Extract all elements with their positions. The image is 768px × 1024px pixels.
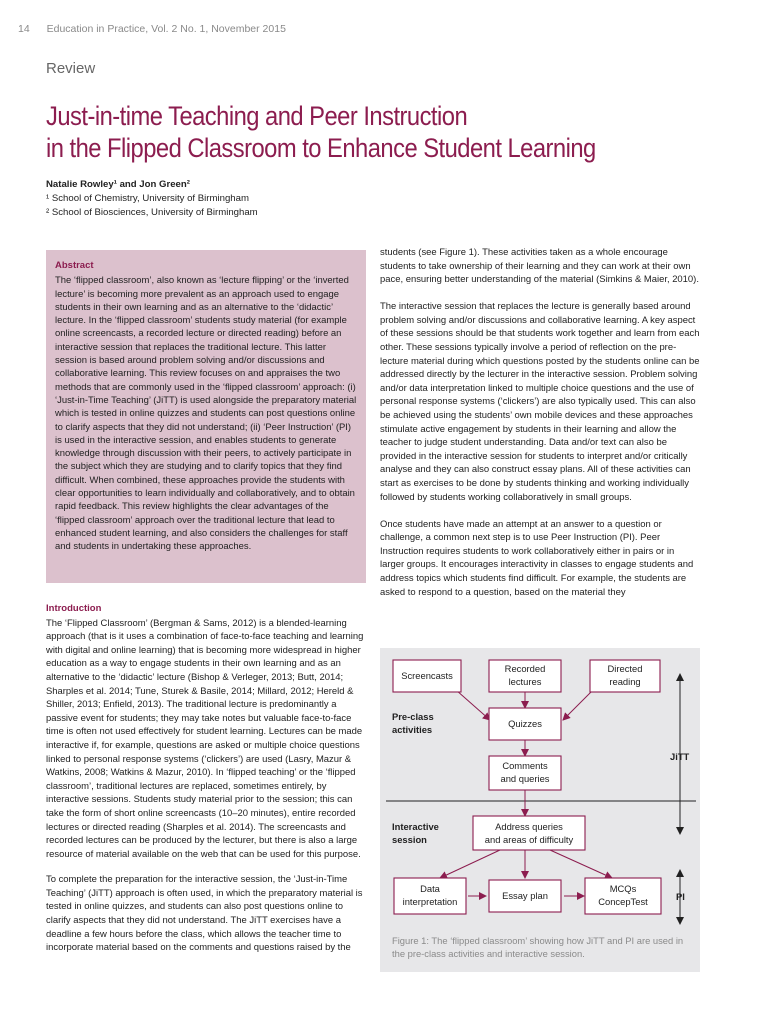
node-directed-1: Directed	[607, 663, 643, 674]
node-data-2: interpretation	[402, 896, 458, 907]
article-title	[46, 100, 609, 164]
figure-1	[380, 648, 700, 972]
arrow-directed-quizzes	[563, 690, 593, 720]
right-column	[380, 246, 700, 613]
introduction-section	[46, 602, 366, 967]
introduction-heading: Introduction	[46, 603, 102, 614]
flipped-classroom-diagram	[380, 648, 700, 972]
node-mcq-1: MCQs	[609, 883, 637, 894]
author-block	[46, 178, 258, 220]
diagram-boxes	[393, 660, 661, 914]
title-line-1: Just-in-time Teaching and Peer Instruction	[46, 101, 468, 131]
arrow-address-data	[440, 850, 500, 878]
label-interactive-2: session	[392, 834, 427, 845]
node-address-1: Address queries	[495, 821, 563, 832]
node-comments-1: Comments	[502, 760, 548, 771]
abstract-box	[46, 250, 366, 583]
figure-caption: Figure 1: The ‘flipped classroom’ showing how JiTT and PI are used in the pre-class activities and interactive session.	[392, 935, 684, 959]
node-mcq-2: ConcepTest	[598, 896, 648, 907]
section-label: Review	[46, 60, 96, 77]
page-number: 14	[18, 23, 30, 35]
arrow-screencasts-quizzes	[456, 690, 490, 720]
label-preclass-1: Pre-class	[392, 711, 434, 722]
node-data-1: Data	[420, 883, 440, 894]
label-interactive-1: Interactive	[392, 821, 439, 832]
label-jitt: JiTT	[670, 751, 690, 762]
node-recorded-2: lectures	[508, 676, 542, 687]
node-essay: Essay plan	[502, 890, 548, 901]
title-line-2: in the Flipped Classroom to Enhance Student Learning	[46, 133, 596, 163]
body-paragraph-1: students (see Figure 1). These activities taken as a whole encourage students to take ownership of their learning and they can work at their own pace, ensuring better understanding of the material (Simkins & Maier, 2010).	[380, 247, 699, 286]
node-comments-2: and queries	[500, 773, 550, 784]
abstract-heading: Abstract	[55, 260, 94, 271]
node-screencasts: Screencasts	[401, 670, 453, 681]
arrow-address-mcq	[550, 850, 612, 878]
body-paragraph-3: Once students have made an attempt at an answer to a question or challenge, a common next step is to use Peer Instruction (PI). Peer Instruction requires students to work collaboratively either in pairs or in larger groups. It encourages interactivity in classes to engage students and address topics which students find difficult. For example, the students are asked to respond to a question, based on the material they	[380, 518, 694, 598]
introduction-paragraph-1: The ‘Flipped Classroom’ (Bergman & Sams, 2012) is a blended-learning approach (that is it uses a combination of face-to-face teaching and learning with digital and online learning) that is becoming more widespread in higher education as a way to engage students in their own learning and as an alternative to the ‘didactic’ lecture (Bishop & Verleger, 2013; Butt, 2014; Sharples et al. 2014; Tune, Sturek & Basile, 2014; Millard, 2012; Hereld & Shiller, 2013; Enfield, 2013). The traditional lecture is predominantly a passive event for students; they may take notes but valuable face-to-face time is often not used effectively for student learning. Lectures can be made interactive if, for example, questions are asked or multiple choice questions linked to personal response systems (‘clickers’) are used (Lasry, Mazur & Watkins, 2008; Watkins & Mazur, 2010). In ‘flipped teaching’ or the ‘flipped classroom’, traditional lectures are replaced, sometimes entirely, by interactive sessions. Students study material prior to the session; this can take the form of short online screencasts (10–20 minutes), entire recorded lectures or directed reading (Sharples et al. 2014). The screencasts and recorded lectures can be produced by the lecturer, but there is also a large resource of material available on the web that can be used for this purpose.	[46, 617, 364, 860]
affiliation-2: ² School of Biosciences, University of Birmingham	[46, 207, 258, 218]
body-paragraph-2: The interactive session that replaces the lecture is generally based around problem solving and/or discussions and collaborative learning. A key aspect of these sessions should be that students work together and learn from each other. These sessions typically involve a period of reflection on the pre-lecture material during which questions posted by the students online can be addressed directly by the lecturer in the interactive session. Problem solving and/or data interpretation linked to multiple choice questions and the use of personal response systems (‘clickers’) are also typically used. This can also be achieved using the students’ own mobile devices and these approaches stimulate active engagement by students in their learning and allow the teacher to judge student understanding. Data and/or text can also be provided in the interactive session for students to interpret and/or critically analyse and they can also construct essay plans. All of these activities can start as exercises to be done by students thinking and working individually followed by students working collaboratively in small groups.	[380, 301, 700, 503]
introduction-paragraph-2: To complete the preparation for the interactive session, the ‘Just-in-Time Teaching’ (JiTT) approach is often used, in which the preparatory material is tested in online quizzes, and students can also post questions online to clarify aspects that they did not understand. The JiTT exercises have a deadline a few hours before the class, which allows the teacher time to incorporate material based on the comments and questions raised by the	[46, 874, 363, 954]
label-preclass-2: activities	[392, 724, 433, 735]
abstract-text: The ‘flipped classroom’, also known as ‘lecture flipping’ or the ‘inverted lecture’ is becoming more prevalent as an approach used to engage students in their own learning and as an alternative to the ‘didactic’ lecture. In the ‘flipped classroom’ students study material (for example online screencasts, a recorded lecture or directed reading) before an interactive session that replaces the traditional lecture. This latter session is based around problem solving and/or discussions and collaborative learning. This review focuses on and appraises the two methods that are commonly used in the ‘flipped classroom’ approach: (i) ‘Just-in-Time Teaching’ (JiTT) is used alongside the preparatory material which is tested in online quizzes and students can post questions online to clarify aspects that they did not understand; (ii) ‘Peer Instruction’ (PI) is used in the interactive session, and enables students to generate knowledge through discussion with their peers, to actively participate in the subject which they are studying and to clarify topics that they find difficult. When combined, these approaches provide the students with clear opportunities to learn individually and collaboratively, and to obtain rapid feedback. This review highlights the clear advantages of the ‘flipped classroom’ approach over the traditional lecture that lead to enhanced student learning, and also considers the challenges for staff and students in undertaking these approaches.	[55, 275, 357, 553]
node-quizzes: Quizzes	[508, 718, 542, 729]
label-pi: PI	[676, 891, 685, 902]
node-recorded-1: Recorded	[504, 663, 546, 674]
node-directed-2: reading	[609, 676, 641, 687]
journal-citation: Education in Practice, Vol. 2 No. 1, November 2015	[46, 23, 286, 35]
node-address-2: and areas of difficulty	[484, 834, 574, 845]
affiliation-1: ¹ School of Chemistry, University of Birmingham	[46, 193, 249, 204]
author-names: Natalie Rowley¹ and Jon Green²	[46, 179, 190, 190]
running-header	[18, 23, 300, 35]
